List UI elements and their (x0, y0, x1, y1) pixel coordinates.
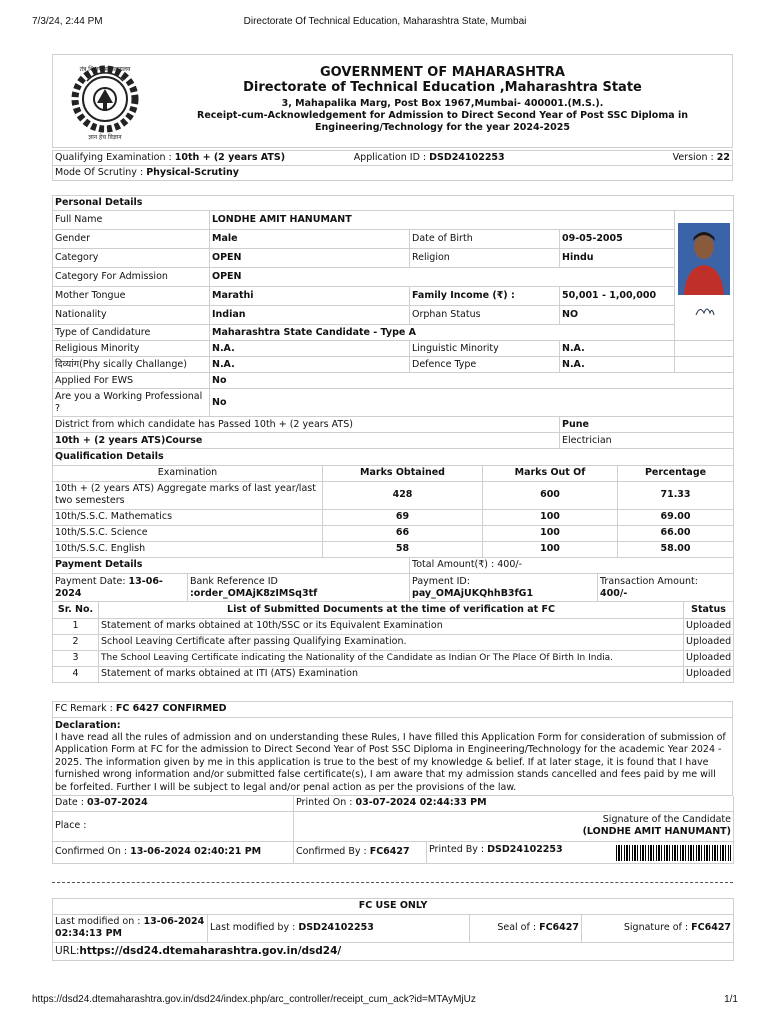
fc-remark: FC Remark : FC 6427 CONFIRMED (53, 701, 733, 717)
label: Category For Admission (53, 268, 210, 287)
date: Date : 03-07-2024 (53, 796, 294, 811)
printed-by: Printed By : DSD24102253 (427, 841, 734, 863)
print-datetime: 7/3/24, 2:44 PM (32, 16, 103, 27)
qualification-header-row (53, 465, 734, 481)
table-row (53, 509, 734, 525)
dte-gear-logo-icon (57, 59, 153, 143)
empty (675, 357, 734, 373)
defence-type: N.A. (560, 357, 675, 373)
column-header: Marks Out Of (483, 465, 618, 481)
candidature: Maharashtra State Candidate - Type A (210, 325, 675, 341)
linguistic-minority: N.A. (560, 341, 675, 357)
personal-heading: Personal Details (53, 196, 734, 211)
column-header: Status (684, 602, 734, 618)
address: 3, Mahapalika Marg, Post Box 1967,Mumbai- 400001.(M.S.). (281, 98, 604, 109)
full-name: LONDHE AMIT HANUMANT (210, 211, 675, 230)
table-row (53, 481, 734, 509)
cut-line-divider (52, 882, 733, 883)
payment-heading: Payment Details (53, 558, 410, 574)
receipt-title: Receipt-cum-Acknowledgement for Admission to Direct Second Year of Post SSC Diploma in Engineering/Technology for the year 2024-2025 (197, 110, 688, 133)
applied-ews: No (210, 373, 734, 389)
cell: 428 (323, 481, 483, 509)
label: Category (53, 249, 210, 268)
bank-reference: Bank Reference ID :order_OMAjK8zIMSq3tf (188, 574, 410, 602)
page-number: 1/1 (724, 994, 738, 1005)
gender: Male (210, 230, 410, 249)
table-row (53, 650, 734, 666)
confirmed-by: Confirmed By : FC6427 (294, 841, 427, 863)
qualification-heading: Qualification Details (53, 449, 734, 465)
application-id: Application ID : DSD24102253 (352, 151, 610, 166)
cell: 58 (323, 541, 483, 557)
documents-header-row (53, 602, 734, 618)
cell: 71.33 (618, 481, 734, 509)
label: Full Name (53, 211, 210, 230)
cell: Uploaded (684, 634, 734, 650)
label: Type of Candidature (53, 325, 210, 341)
cell: Uploaded (684, 666, 734, 682)
cell: The School Leaving Certificate indicating the Nationality of the Candidate as Indian Or The Place Of Birth In India. (99, 650, 684, 666)
label: Applied For EWS (53, 373, 210, 389)
nationality: Indian (210, 306, 410, 325)
place: Place : (53, 811, 294, 841)
religious-minority: N.A. (210, 341, 410, 357)
signature-of: Signature of : FC6427 (582, 914, 734, 942)
transaction-amount: Transaction Amount: 400/- (598, 574, 734, 602)
column-header: Sr. No. (53, 602, 99, 618)
mode-of-scrutiny: Mode Of Scrutiny : Physical-Scrutiny (53, 166, 733, 181)
column-header: Percentage (618, 465, 734, 481)
label: District from which candidate has Passed 10th + (2 years ATS) (53, 417, 560, 433)
label: Gender (53, 230, 210, 249)
last-modified-on: Last modified on : 13-06-2024 02:34:13 PM (53, 914, 208, 942)
print-url: https://dsd24.dtemaharashtra.gov.in/dsd24/index.php/arc_controller/receipt_cum_ack?id=MTAyMjUz (32, 994, 476, 1005)
cell: 66 (323, 525, 483, 541)
cell: 10th/S.S.C. English (53, 541, 323, 557)
payment-table (52, 558, 734, 603)
cell: 58.00 (618, 541, 734, 557)
working-professional: No (210, 389, 734, 417)
label: Orphan Status (410, 306, 560, 325)
cell: 10th + (2 years ATS) Aggregate marks of last year/last two semesters (53, 481, 323, 509)
qualification-table (52, 449, 734, 558)
religion: Hindu (560, 249, 675, 268)
label: दिव्यांग(Phy sically Challange) (53, 357, 210, 373)
receipt-sheet (52, 54, 733, 961)
label: Defence Type (410, 357, 560, 373)
label: Linguistic Minority (410, 341, 560, 357)
printed-on: Printed On : 03-07-2024 02:44:33 PM (294, 796, 734, 811)
barcode-icon (616, 845, 731, 861)
course-label: 10th + (2 years ATS)Course (53, 433, 560, 449)
version: Version : 22 (610, 151, 732, 166)
fc-remark-table (52, 701, 733, 797)
browser-print-header (32, 16, 738, 30)
cell: 10th/S.S.C. Science (53, 525, 323, 541)
column-header: Examination (53, 465, 323, 481)
last-modified-by: Last modified by : DSD24102253 (208, 914, 470, 942)
label: Nationality (53, 306, 210, 325)
table-row (53, 525, 734, 541)
personal-details-table (52, 195, 734, 449)
declaration-heading: Declaration: (55, 719, 121, 731)
table-row (53, 634, 734, 650)
cell: 100 (483, 509, 618, 525)
cell: 2 (53, 634, 99, 650)
browser-print-footer (32, 994, 738, 1008)
cell: Statement of marks obtained at ITI (ATS) Examination (99, 666, 684, 682)
orphan-status: NO (560, 306, 675, 325)
fc-use-heading: FC USE ONLY (53, 898, 734, 914)
mother-tongue: Marathi (210, 287, 410, 306)
dob: 09-05-2005 (560, 230, 675, 249)
cell: 3 (53, 650, 99, 666)
cell: 69.00 (618, 509, 734, 525)
fc-use-table (52, 898, 734, 961)
photo-cell (675, 211, 734, 341)
svg-text:तंत्र शिक्षण संचालनालय: तंत्र शिक्षण संचालनालय (79, 66, 131, 73)
gov-title: GOVERNMENT OF MAHARASHTRA (320, 65, 565, 80)
cell: 69 (323, 509, 483, 525)
column-header: Marks Obtained (323, 465, 483, 481)
svg-text:ज्ञान हेच विज्ञान: ज्ञान हेच विज्ञान (88, 134, 122, 141)
candidate-photo (678, 223, 730, 329)
cell: Statement of marks obtained at 10th/SSC or its Equivalent Examination (99, 618, 684, 634)
meta-table (52, 150, 733, 181)
family-income: 50,001 - 1,00,000 (560, 287, 675, 306)
signature-table (52, 796, 734, 864)
label: Religious Minority (53, 341, 210, 357)
cell: Uploaded (684, 618, 734, 634)
payment-date: Payment Date: 13-06-2024 (53, 574, 188, 602)
category-admission: OPEN (210, 268, 675, 287)
category: OPEN (210, 249, 410, 268)
label: Religion (410, 249, 560, 268)
letterhead (52, 54, 733, 148)
documents-table (52, 602, 734, 683)
label: Date of Birth (410, 230, 560, 249)
column-header: List of Submitted Documents at the time of verification at FC (99, 602, 684, 618)
declaration (53, 717, 733, 796)
label: Family Income (₹) : (410, 287, 560, 306)
letterhead-text (153, 65, 732, 134)
total-amount: Total Amount(₹) : 400/- (410, 558, 734, 574)
district: Pune (560, 417, 734, 433)
cell: 1 (53, 618, 99, 634)
table-row (53, 666, 734, 682)
cell: 100 (483, 541, 618, 557)
cell: School Leaving Certificate after passing Qualifying Examination. (99, 634, 684, 650)
payment-id: Payment ID: pay_OMAjUKQhhB3fG1 (410, 574, 598, 602)
empty (675, 341, 734, 357)
url: URL:https://dsd24.dtemaharashtra.gov.in/dsd24/ (53, 942, 734, 960)
declaration-text: I have read all the rules of admission and on understanding these Rules, I have filled this Application Form for consideration of submission of Application Form at FC for the admission to Direct Second Year of Post SSC Diploma in Engineering/Technology for the academic Year 2024 - 2025. The information given by me in this application is true to the best of my knowledge & belief. If at later stage, it is found that I have furnished wrong information and/or submitted false certificate(s), I am aware that my admission stands cancelled and fees paid by me will be forfeited. Further I will be subject to legal and/or penal action as per the provisions of the law. (55, 731, 726, 793)
table-row (53, 618, 734, 634)
label: Are you a Working Professional ? (53, 389, 210, 417)
seal-of: Seal of : FC6427 (470, 914, 582, 942)
dte-title: Directorate of Technical Education ,Maharashtra State (243, 80, 642, 95)
cell: 10th/S.S.C. Mathematics (53, 509, 323, 525)
divyang: N.A. (210, 357, 410, 373)
confirmed-on: Confirmed On : 13-06-2024 02:40:21 PM (53, 841, 294, 863)
course: Electrician (560, 433, 734, 449)
label: Mother Tongue (53, 287, 210, 306)
cell: 66.00 (618, 525, 734, 541)
qualifying-exam: Qualifying Examination : 10th + (2 years ATS) (53, 151, 352, 166)
cell: 100 (483, 525, 618, 541)
cell: 600 (483, 481, 618, 509)
table-row (53, 541, 734, 557)
print-title: Directorate Of Technical Education, Maharashtra State, Mumbai (243, 16, 527, 27)
cell: 4 (53, 666, 99, 682)
cell: Uploaded (684, 650, 734, 666)
candidate-signature: Signature of the Candidate (LONDHE AMIT HANUMANT) (294, 811, 734, 841)
